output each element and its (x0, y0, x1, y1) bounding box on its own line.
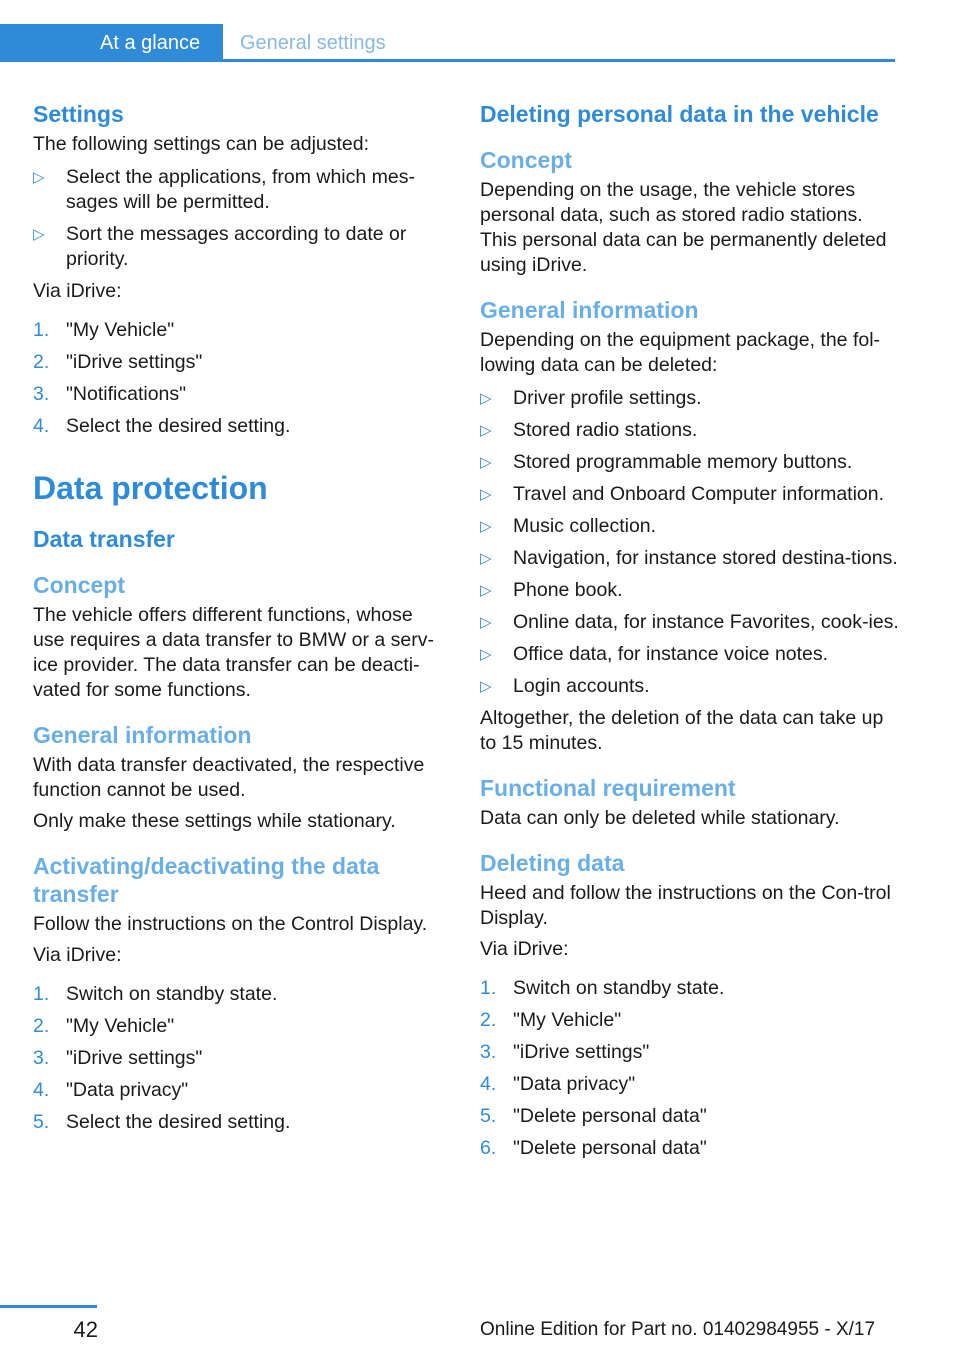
list-item: ▷ Navigation, for instance stored destina-tions. (480, 546, 900, 571)
header-tabs (0, 24, 895, 62)
via-idrive-label: Via iDrive: (33, 944, 122, 966)
deleting-data-heading: Deleting data (480, 850, 625, 876)
via-idrive-label: Via iDrive: (33, 280, 122, 302)
list-item: 5. "Delete personal data" (480, 1105, 707, 1127)
deleting-personal-data-heading: Deleting personal data in the vehicle (480, 101, 879, 127)
altogether-text: Altogether, the deletion of the data can take up to 15 minutes. (480, 707, 884, 754)
activating-text: Follow the instructions on the Control Display. (33, 913, 428, 935)
page-number: 42 (73, 1317, 98, 1342)
list-item: ▷ Sort the messages according to date or priority. (33, 222, 443, 272)
list-item: ▷ Office data, for instance voice notes. (480, 642, 900, 667)
list-item: 1. "My Vehicle" (33, 319, 175, 341)
functional-requirement-heading: Functional requirement (480, 775, 736, 801)
list-item: 4. Select the desired setting. (33, 415, 291, 437)
general-info-text: Depending on the equipment package, the fol-lowing data can be deleted: (480, 329, 881, 376)
settings-intro: The following settings can be adjusted: (33, 133, 370, 155)
steps-list-notifications (33, 318, 443, 439)
settings-heading: Settings (33, 101, 124, 127)
steps-list-delete-data (480, 976, 900, 1161)
list-item: ▷ Login accounts. (480, 674, 900, 699)
list-item: ▷ Select the applications, from which mes-sages will be permitted. (33, 165, 443, 215)
general-info-heading: General information (33, 722, 252, 748)
list-item: 4. "Data privacy" (33, 1079, 189, 1101)
settings-bullet-list (33, 165, 443, 272)
list-item: 3. "iDrive settings" (33, 1047, 203, 1069)
deleting-data-text: Heed and follow the instructions on the Con-trol Display. (480, 882, 891, 929)
list-item: ▷ Online data, for instance Favorites, cook-ies. (480, 610, 900, 635)
steps-list-data-transfer (33, 982, 443, 1135)
concept-text: Depending on the usage, the vehicle stores personal data, such as stored radio stations. This personal data can be permanently deleted using iDrive. (480, 179, 887, 276)
list-item: ▷ Music collection. (480, 514, 900, 539)
list-item: 1. Switch on standby state. (33, 983, 278, 1005)
footer-rule (0, 1305, 97, 1308)
list-item: 3. "iDrive settings" (480, 1041, 650, 1063)
list-item: 2. "My Vehicle" (33, 1015, 175, 1037)
right-column (480, 100, 900, 1168)
list-item: ▷ Driver profile settings. (480, 386, 900, 411)
list-item: ▷ Stored programmable memory buttons. (480, 450, 900, 475)
data-transfer-heading: Data transfer (33, 526, 175, 552)
deletable-data-list (480, 386, 900, 699)
list-item: ▷ Stored radio stations. (480, 418, 900, 443)
concept-heading: Concept (33, 572, 125, 598)
general-info-heading: General information (480, 297, 699, 323)
concept-heading: Concept (480, 147, 572, 173)
list-item: 5. Select the desired setting. (33, 1111, 291, 1133)
edition-footer: Online Edition for Part no. 01402984955 - X/17 (480, 1319, 876, 1340)
tab-at-a-glance[interactable]: At a glance (0, 24, 223, 62)
general-info-stationary: Only make these settings while stationary. (33, 810, 396, 832)
via-idrive-label: Via iDrive: (480, 938, 569, 960)
list-item: 4. "Data privacy" (480, 1073, 636, 1095)
list-item: 2. "iDrive settings" (33, 351, 203, 373)
left-column (33, 100, 443, 1142)
activating-heading: Activating/deactivating the data transfer (33, 853, 380, 907)
list-item: 6. "Delete personal data" (480, 1137, 707, 1159)
list-item: 3. "Notifications" (33, 383, 187, 405)
list-item: 1. Switch on standby state. (480, 977, 725, 999)
tab-general-settings[interactable]: General settings (240, 32, 386, 54)
list-item: ▷ Travel and Onboard Computer information. (480, 482, 900, 507)
general-info-text: With data transfer deactivated, the respective function cannot be used. (33, 754, 425, 801)
list-item: ▷ Phone book. (480, 578, 900, 603)
list-item: 2. "My Vehicle" (480, 1009, 622, 1031)
functional-requirement-text: Data can only be deleted while stationary. (480, 807, 840, 829)
data-protection-heading: Data protection (33, 470, 268, 506)
concept-text: The vehicle offers different functions, whose use requires a data transfer to BMW or a serv-ice provider. The data transfer can be deacti-vated for some functions. (33, 604, 434, 701)
